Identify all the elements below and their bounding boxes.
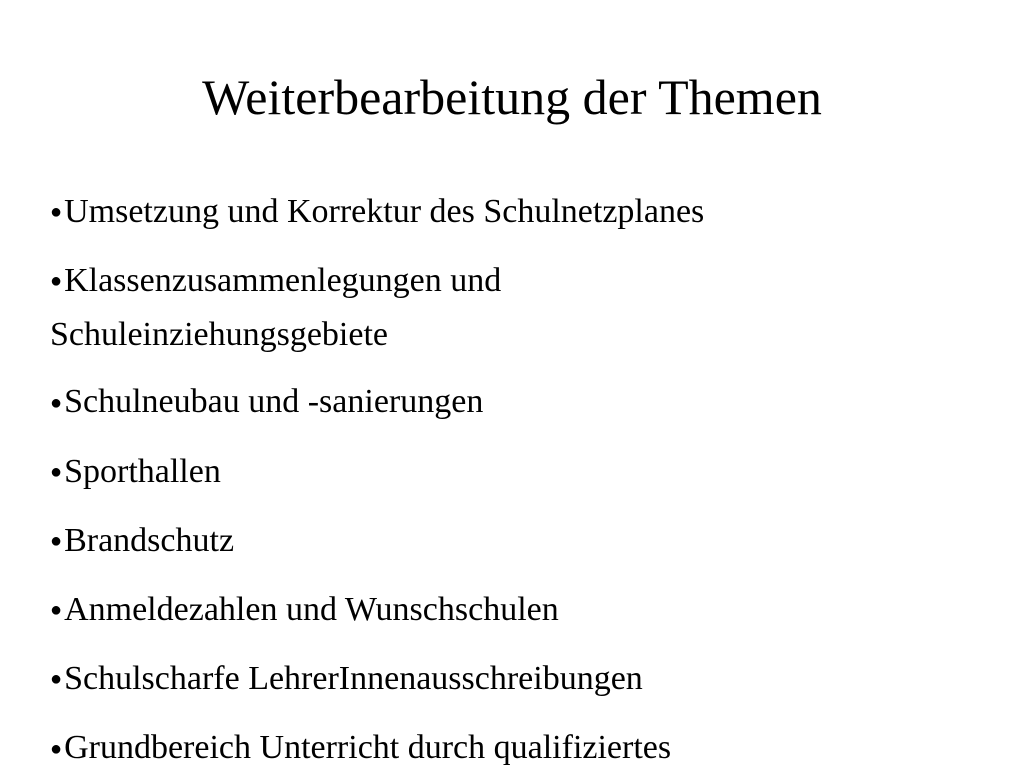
bullet-item xyxy=(50,515,950,569)
bullet-dot-icon: ● xyxy=(50,737,63,760)
bullet-text: Grundbereich Unterricht durch qualifiziertes xyxy=(64,729,672,767)
bullet-item xyxy=(50,446,950,500)
bullet-dot-icon: ● xyxy=(50,460,63,483)
bullet-text: Sporthallen xyxy=(64,452,221,490)
bullet-item xyxy=(50,722,950,768)
bullet-dot-icon: ● xyxy=(50,270,63,293)
bullet-text: Klassenzusammenlegungen und Schuleinziehungsgebiete xyxy=(50,262,502,354)
bullet-item xyxy=(50,186,950,240)
bullet-text: Schulneubau und -sanierungen xyxy=(64,383,484,421)
bullet-dot-icon: ● xyxy=(50,530,63,553)
bullet-dot-icon: ● xyxy=(50,201,63,224)
bullet-item xyxy=(50,255,630,361)
bullet-dot-icon: ● xyxy=(50,668,63,691)
slide-title: Weiterbearbeitung der Themen xyxy=(202,69,822,125)
bullet-text: Anmeldezahlen und Wunschschulen xyxy=(64,591,559,629)
bullet-item xyxy=(50,376,950,430)
bullet-item xyxy=(50,653,950,707)
bullet-text: Umsetzung und Korrektur des Schulnetzplanes xyxy=(64,193,705,230)
bullet-text: Brandschutz xyxy=(64,521,235,559)
bullet-text: Schulscharfe LehrerInnenausschreibungen xyxy=(64,660,643,698)
bullet-dot-icon: ● xyxy=(50,391,63,414)
bullet-item xyxy=(50,584,950,638)
bullet-list xyxy=(50,186,950,768)
bullet-dot-icon: ● xyxy=(50,599,63,622)
